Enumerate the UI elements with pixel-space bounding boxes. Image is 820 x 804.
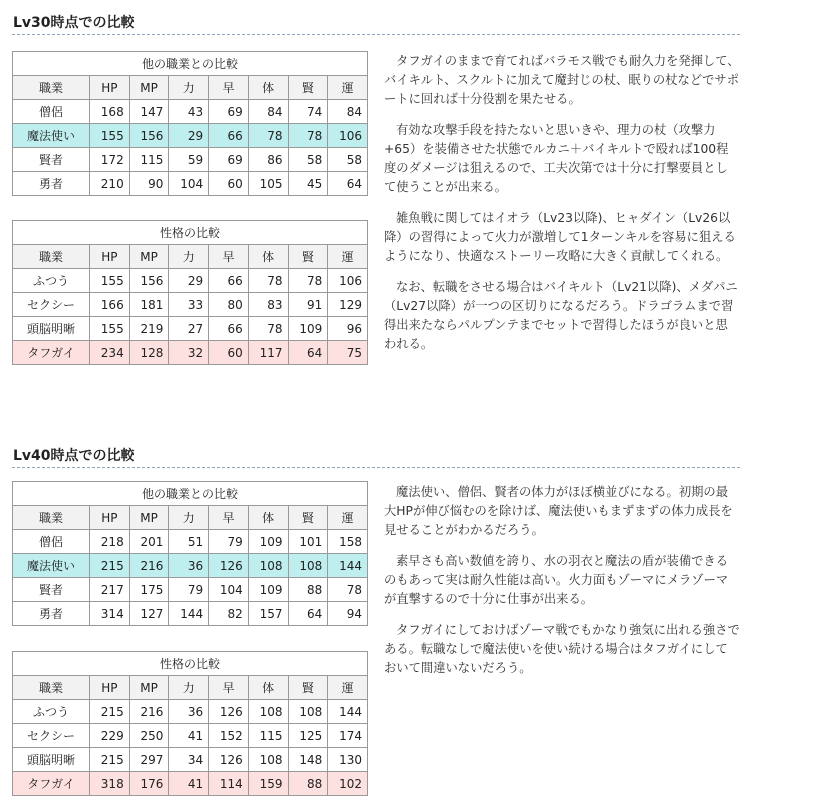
- col-header: 職業: [13, 76, 90, 100]
- stat-cell: 215: [90, 554, 130, 578]
- paragraph: 素早さも高い数値を誇り、水の羽衣と魔法の盾が装備できるのもあって実は耐久性能は高い。火力面もゾーマにメラゾーマが直撃するので十分に仕事が出来る。: [384, 554, 729, 606]
- row-label-cell: 魔法使い: [13, 124, 90, 148]
- stat-cell: 104: [209, 578, 249, 602]
- stat-cell: 58: [288, 148, 328, 172]
- stat-cell: 158: [328, 530, 368, 554]
- stat-cell: 84: [248, 100, 288, 124]
- stat-cell: 217: [90, 578, 130, 602]
- table-caption: 他の職業との比較: [13, 52, 368, 76]
- stat-cell: 159: [248, 772, 288, 796]
- row-label-cell: 僧侶: [13, 530, 90, 554]
- stat-cell: 229: [90, 724, 130, 748]
- table-row: [13, 172, 368, 196]
- table-row: [13, 748, 368, 772]
- stat-cell: 102: [328, 772, 368, 796]
- table-row: [13, 341, 368, 365]
- section-title: Lv30時点での比較: [12, 12, 740, 35]
- stat-cell: 80: [209, 293, 249, 317]
- stat-cell: 106: [328, 269, 368, 293]
- stat-cell: 36: [169, 700, 209, 724]
- personality-comparison-table: [12, 651, 368, 796]
- header-row: [13, 76, 368, 100]
- stat-cell: 126: [209, 748, 249, 772]
- table-row: [13, 554, 368, 578]
- stat-cell: 144: [328, 554, 368, 578]
- stat-cell: 104: [169, 172, 209, 196]
- stat-cell: 78: [328, 578, 368, 602]
- stat-cell: 126: [209, 554, 249, 578]
- stat-cell: 155: [90, 317, 130, 341]
- stat-cell: 156: [129, 124, 169, 148]
- stat-cell: 94: [328, 602, 368, 626]
- section-title: Lv40時点での比較: [12, 445, 740, 468]
- col-header: HP: [90, 245, 130, 269]
- row-label-cell: 勇者: [13, 602, 90, 626]
- personality-comparison-table: [12, 220, 368, 365]
- table-caption: 他の職業との比較: [13, 482, 368, 506]
- stat-cell: 45: [288, 172, 328, 196]
- stat-cell: 82: [209, 602, 249, 626]
- stat-cell: 125: [288, 724, 328, 748]
- stat-cell: 58: [328, 148, 368, 172]
- stat-cell: 166: [90, 293, 130, 317]
- stat-cell: 174: [328, 724, 368, 748]
- row-label-cell: ふつう: [13, 269, 90, 293]
- col-header: 体: [248, 76, 288, 100]
- row-label-cell: ふつう: [13, 700, 90, 724]
- stat-cell: 29: [169, 124, 209, 148]
- stat-cell: 27: [169, 317, 209, 341]
- stat-cell: 130: [328, 748, 368, 772]
- stat-cell: 216: [129, 554, 169, 578]
- table-row: [13, 772, 368, 796]
- stat-cell: 105: [248, 172, 288, 196]
- stat-cell: 86: [248, 148, 288, 172]
- section-lv40: [12, 445, 740, 804]
- table-row: [13, 124, 368, 148]
- stat-cell: 115: [248, 724, 288, 748]
- stat-cell: 78: [288, 269, 328, 293]
- stat-cell: 108: [248, 700, 288, 724]
- stat-cell: 41: [169, 724, 209, 748]
- paragraph: タフガイにしておけばゾーマ戦でもかなり強気に出れる強さである。転職なしで魔法使いを使い続ける場合はタフガイにしておいて間違いないだろう。: [384, 623, 740, 675]
- table-caption: 性格の比較: [13, 221, 368, 245]
- stat-cell: 34: [169, 748, 209, 772]
- stat-cell: 78: [288, 124, 328, 148]
- col-header: MP: [129, 76, 169, 100]
- stat-cell: 201: [129, 530, 169, 554]
- paragraph: なお、転職をさせる場合はバイキルト（Lv21以降)、メダパニ（Lv27以降）が一つの区切りになるだろう。ドラゴラムまで習得出来たならパルプンテまでセットで習得したほうが良いと思われる。: [384, 280, 738, 351]
- header-row: [13, 506, 368, 530]
- col-header: 賢: [288, 676, 328, 700]
- stat-cell: 108: [248, 748, 288, 772]
- stat-cell: 117: [248, 341, 288, 365]
- table-row: [13, 148, 368, 172]
- table-row: [13, 578, 368, 602]
- col-header: MP: [129, 676, 169, 700]
- stat-cell: 51: [169, 530, 209, 554]
- stat-cell: 41: [169, 772, 209, 796]
- stat-cell: 66: [209, 269, 249, 293]
- stat-cell: 74: [288, 100, 328, 124]
- stat-cell: 43: [169, 100, 209, 124]
- stat-cell: 108: [248, 554, 288, 578]
- col-header: 力: [169, 506, 209, 530]
- col-header: 体: [248, 676, 288, 700]
- stat-cell: 109: [248, 578, 288, 602]
- section-lv30: [12, 12, 740, 392]
- stat-cell: 175: [129, 578, 169, 602]
- table-row: [13, 317, 368, 341]
- stat-cell: 79: [169, 578, 209, 602]
- stat-cell: 108: [288, 700, 328, 724]
- col-header: 早: [209, 245, 249, 269]
- stat-cell: 181: [129, 293, 169, 317]
- stat-cell: 152: [209, 724, 249, 748]
- stat-cell: 29: [169, 269, 209, 293]
- stat-cell: 157: [248, 602, 288, 626]
- stat-cell: 144: [328, 700, 368, 724]
- stat-cell: 148: [288, 748, 328, 772]
- col-header: MP: [129, 245, 169, 269]
- commentary: [384, 483, 740, 690]
- stat-cell: 96: [328, 317, 368, 341]
- paragraph: 有効な攻撃手段を持たないと思いきや、理力の杖（攻撃力+65）を装備させた状態でルカニ＋バイキルトで殴れば100程度のダメージは狙えるので、工夫次第では十分に打撃要員として使うことが出来る。: [384, 123, 729, 194]
- job-comparison-table: [12, 481, 368, 626]
- commentary: [384, 52, 740, 366]
- row-label-cell: 魔法使い: [13, 554, 90, 578]
- col-header: 運: [328, 676, 368, 700]
- table-row: [13, 700, 368, 724]
- stat-cell: 218: [90, 530, 130, 554]
- row-label-cell: セクシー: [13, 724, 90, 748]
- stat-cell: 215: [90, 700, 130, 724]
- col-header: 力: [169, 676, 209, 700]
- col-header: 職業: [13, 506, 90, 530]
- stat-cell: 78: [248, 124, 288, 148]
- col-header: 賢: [288, 245, 328, 269]
- col-header: 早: [209, 506, 249, 530]
- stat-cell: 66: [209, 317, 249, 341]
- table-row: [13, 269, 368, 293]
- stat-cell: 69: [209, 148, 249, 172]
- stat-cell: 36: [169, 554, 209, 578]
- row-label-cell: 頭脳明晰: [13, 317, 90, 341]
- stat-cell: 168: [90, 100, 130, 124]
- stat-cell: 156: [129, 269, 169, 293]
- stat-cell: 115: [129, 148, 169, 172]
- row-label-cell: 頭脳明晰: [13, 748, 90, 772]
- stat-cell: 172: [90, 148, 130, 172]
- table-row: [13, 530, 368, 554]
- stat-cell: 144: [169, 602, 209, 626]
- stat-cell: 114: [209, 772, 249, 796]
- col-header: 賢: [288, 506, 328, 530]
- job-comparison-table: [12, 51, 368, 196]
- col-header: 職業: [13, 676, 90, 700]
- stat-cell: 64: [288, 602, 328, 626]
- col-header: 職業: [13, 245, 90, 269]
- row-label-cell: 僧侶: [13, 100, 90, 124]
- stat-cell: 60: [209, 172, 249, 196]
- stat-cell: 318: [90, 772, 130, 796]
- stat-cell: 216: [129, 700, 169, 724]
- stat-cell: 60: [209, 341, 249, 365]
- row-label-cell: タフガイ: [13, 772, 90, 796]
- col-header: 力: [169, 245, 209, 269]
- stat-cell: 176: [129, 772, 169, 796]
- stat-cell: 32: [169, 341, 209, 365]
- col-header: 早: [209, 76, 249, 100]
- stat-cell: 90: [129, 172, 169, 196]
- col-header: 運: [328, 76, 368, 100]
- table-row: [13, 724, 368, 748]
- stat-cell: 64: [328, 172, 368, 196]
- stat-cell: 210: [90, 172, 130, 196]
- row-label-cell: 勇者: [13, 172, 90, 196]
- stat-cell: 219: [129, 317, 169, 341]
- stat-cell: 297: [129, 748, 169, 772]
- stat-cell: 69: [209, 100, 249, 124]
- col-header: 賢: [288, 76, 328, 100]
- row-label-cell: 賢者: [13, 578, 90, 602]
- stat-cell: 59: [169, 148, 209, 172]
- stat-cell: 108: [288, 554, 328, 578]
- col-header: HP: [90, 76, 130, 100]
- stat-cell: 78: [248, 269, 288, 293]
- stat-cell: 83: [248, 293, 288, 317]
- stat-cell: 127: [129, 602, 169, 626]
- paragraph: 魔法使い、僧侶、賢者の体力がほぼ横並びになる。初期の最大HPが伸び悩むのを除けば、魔法使いもまずまずの体力成長を見せることがわかるだろう。: [384, 485, 733, 537]
- stat-cell: 75: [328, 341, 368, 365]
- stat-cell: 101: [288, 530, 328, 554]
- stat-cell: 155: [90, 269, 130, 293]
- stat-cell: 106: [328, 124, 368, 148]
- stat-cell: 126: [209, 700, 249, 724]
- col-header: 力: [169, 76, 209, 100]
- col-header: 体: [248, 245, 288, 269]
- stat-cell: 78: [248, 317, 288, 341]
- stat-cell: 234: [90, 341, 130, 365]
- stat-cell: 215: [90, 748, 130, 772]
- stat-cell: 314: [90, 602, 130, 626]
- stat-cell: 128: [129, 341, 169, 365]
- col-header: MP: [129, 506, 169, 530]
- col-header: 運: [328, 506, 368, 530]
- stat-cell: 250: [129, 724, 169, 748]
- col-header: 早: [209, 676, 249, 700]
- stat-cell: 155: [90, 124, 130, 148]
- col-header: HP: [90, 676, 130, 700]
- header-row: [13, 245, 368, 269]
- stat-cell: 33: [169, 293, 209, 317]
- row-label-cell: タフガイ: [13, 341, 90, 365]
- table-row: [13, 100, 368, 124]
- stat-cell: 66: [209, 124, 249, 148]
- row-label-cell: 賢者: [13, 148, 90, 172]
- stat-cell: 109: [288, 317, 328, 341]
- table-caption: 性格の比較: [13, 652, 368, 676]
- stat-cell: 79: [209, 530, 249, 554]
- table-row: [13, 602, 368, 626]
- paragraph: タフガイのままで育てればバラモス戦でも耐久力を発揮して、バイキルト、スクルトに加えて魔封じの杖、眠りの杖などでサポートに回れば十分役割を果たせる。: [384, 54, 740, 106]
- paragraph: 雑魚戦に関してはイオラ（Lv23以降)、ヒャダイン（Lv26以降）の習得によって火力が激増して1ターンキルを容易に狙えるようになり、快適なストーリー攻略に大きく貢献してくれる。: [384, 211, 736, 263]
- stat-cell: 91: [288, 293, 328, 317]
- stat-cell: 147: [129, 100, 169, 124]
- table-row: [13, 293, 368, 317]
- stat-cell: 129: [328, 293, 368, 317]
- col-header: 運: [328, 245, 368, 269]
- col-header: 体: [248, 506, 288, 530]
- row-label-cell: セクシー: [13, 293, 90, 317]
- col-header: HP: [90, 506, 130, 530]
- stat-cell: 88: [288, 578, 328, 602]
- stat-cell: 109: [248, 530, 288, 554]
- stat-cell: 88: [288, 772, 328, 796]
- stat-cell: 84: [328, 100, 368, 124]
- stat-cell: 64: [288, 341, 328, 365]
- header-row: [13, 676, 368, 700]
